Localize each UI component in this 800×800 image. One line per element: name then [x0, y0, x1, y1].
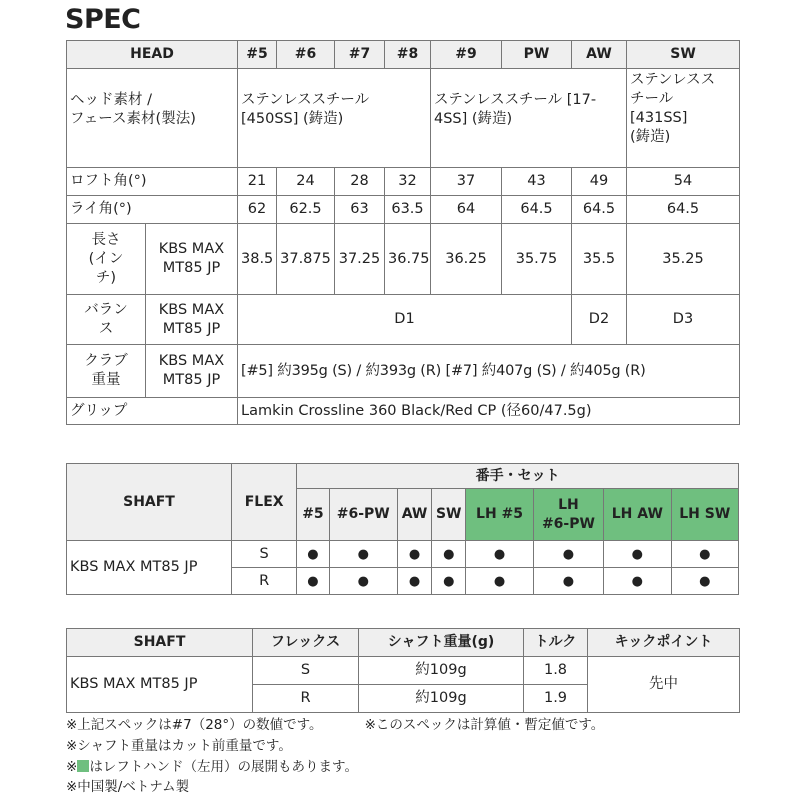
shaft-header: SHAFT: [67, 629, 253, 657]
sets-table: [66, 463, 739, 595]
length-value: 36.75: [385, 224, 431, 295]
shaft-weight-value: 約109g: [359, 685, 524, 713]
shaft-spec-table: [66, 628, 740, 713]
head-header: HEAD: [67, 41, 238, 69]
availability-mark: ●: [604, 541, 671, 568]
availability-mark: ●: [671, 568, 738, 595]
balance-value: D3: [627, 295, 740, 345]
lefty-col-header: LH #5: [466, 489, 533, 541]
note-origin: ※中国製/ベトナム製: [66, 779, 190, 795]
col-header: #8: [385, 41, 431, 69]
balance-shaft: KBS MAX MT85 JP: [146, 295, 238, 345]
loft-value: 37: [431, 168, 502, 196]
loft-value: 43: [502, 168, 572, 196]
availability-mark: ●: [466, 541, 533, 568]
weight-header: シャフト重量(g): [359, 629, 524, 657]
shaft-name: KBS MAX MT85 JP: [67, 657, 253, 713]
availability-mark: ●: [329, 541, 397, 568]
balance-value: D2: [572, 295, 627, 345]
material-value: ステンレスス チール [431SS] (鋳造): [627, 69, 740, 168]
length-shaft: KBS MAX MT85 JP: [146, 224, 238, 295]
loft-label: ロフト角(°): [67, 168, 238, 196]
note-shaft-weight: ※シャフト重量はカット前重量です。: [66, 738, 292, 754]
page-title: SPEC: [65, 4, 141, 35]
note-lefty: [66, 758, 358, 777]
flex-header: フレックス: [253, 629, 359, 657]
loft-value: 28: [335, 168, 385, 196]
availability-mark: ●: [533, 568, 603, 595]
torque-header: トルク: [524, 629, 588, 657]
flex-value: S: [253, 657, 359, 685]
availability-mark: ●: [297, 568, 329, 595]
lefty-col-header: LH SW: [671, 489, 738, 541]
availability-mark: ●: [397, 568, 431, 595]
kick-point-header: キックポイント: [588, 629, 740, 657]
length-value: 36.25: [431, 224, 502, 295]
spec-table: [66, 40, 740, 425]
availability-mark: ●: [466, 568, 533, 595]
set-col-header: SW: [432, 489, 466, 541]
balance-value: D1: [238, 295, 572, 345]
loft-value: 21: [238, 168, 277, 196]
material-label: ヘッド素材 / フェース素材(製法): [67, 69, 238, 168]
lie-label: ライ角(°): [67, 196, 238, 224]
material-value: ステンレススチール [17- 4SS] (鋳造): [431, 69, 627, 168]
availability-mark: ●: [671, 541, 738, 568]
shaft-name: KBS MAX MT85 JP: [67, 541, 232, 595]
lie-value: 63.5: [385, 196, 431, 224]
kick-point-value: 先中: [588, 657, 740, 713]
lie-value: 64.5: [572, 196, 627, 224]
length-value: 35.5: [572, 224, 627, 295]
availability-mark: ●: [432, 568, 466, 595]
shaft-weight-value: 約109g: [359, 657, 524, 685]
shaft-header: SHAFT: [67, 464, 232, 541]
torque-value: 1.9: [524, 685, 588, 713]
availability-mark: ●: [533, 541, 603, 568]
weight-label: クラブ 重量: [67, 345, 146, 398]
length-value: 38.5: [238, 224, 277, 295]
grip-label: グリップ: [67, 398, 238, 425]
length-value: 35.75: [502, 224, 572, 295]
set-group-header: 番手・セット: [297, 464, 739, 489]
lefty-col-header: LH AW: [604, 489, 671, 541]
loft-value: 49: [572, 168, 627, 196]
lefty-col-header: LH #6-PW: [533, 489, 603, 541]
lie-value: 64.5: [627, 196, 740, 224]
grip-value: Lamkin Crossline 360 Black/Red CP (径60/47.5g): [238, 398, 740, 425]
length-value: 35.25: [627, 224, 740, 295]
lie-value: 62.5: [277, 196, 335, 224]
green-square-icon: [77, 760, 89, 772]
availability-mark: ●: [604, 568, 671, 595]
availability-mark: ●: [397, 541, 431, 568]
col-header: #9: [431, 41, 502, 69]
col-header: AW: [572, 41, 627, 69]
col-header: #6: [277, 41, 335, 69]
note-provisional: ※このスペックは計算値・暫定値です。: [364, 717, 605, 733]
torque-value: 1.8: [524, 657, 588, 685]
lie-value: 62: [238, 196, 277, 224]
flex-value: R: [253, 685, 359, 713]
col-header: PW: [502, 41, 572, 69]
flex-value: S: [231, 541, 296, 568]
lie-value: 64: [431, 196, 502, 224]
lie-value: 64.5: [502, 196, 572, 224]
note-prefix: ※: [66, 759, 78, 775]
set-col-header: AW: [397, 489, 431, 541]
weight-value: [#5] 約395g (S) / 約393g (R) [#7] 約407g (S) / 約405g (R): [238, 345, 740, 398]
note-spec-basis: ※上記スペックは#7（28°）の数値です。: [66, 717, 323, 733]
note-line: [66, 716, 604, 735]
flex-value: R: [231, 568, 296, 595]
weight-shaft: KBS MAX MT85 JP: [146, 345, 238, 398]
loft-value: 32: [385, 168, 431, 196]
loft-value: 54: [627, 168, 740, 196]
col-header: #5: [238, 41, 277, 69]
note-lefty-text: はレフトハンド（左用）の展開もあります。: [89, 759, 358, 775]
length-value: 37.25: [335, 224, 385, 295]
material-value: ステンレススチール [450SS] (鋳造): [238, 69, 431, 168]
length-label: 長さ (イン チ): [67, 224, 146, 295]
loft-value: 24: [277, 168, 335, 196]
availability-mark: ●: [297, 541, 329, 568]
set-col-header: #5: [297, 489, 329, 541]
balance-label: バラン ス: [67, 295, 146, 345]
col-header: #7: [335, 41, 385, 69]
lie-value: 63: [335, 196, 385, 224]
col-header: SW: [627, 41, 740, 69]
availability-mark: ●: [432, 541, 466, 568]
flex-header: FLEX: [231, 464, 296, 541]
availability-mark: ●: [329, 568, 397, 595]
length-value: 37.875: [277, 224, 335, 295]
set-col-header: #6-PW: [329, 489, 397, 541]
